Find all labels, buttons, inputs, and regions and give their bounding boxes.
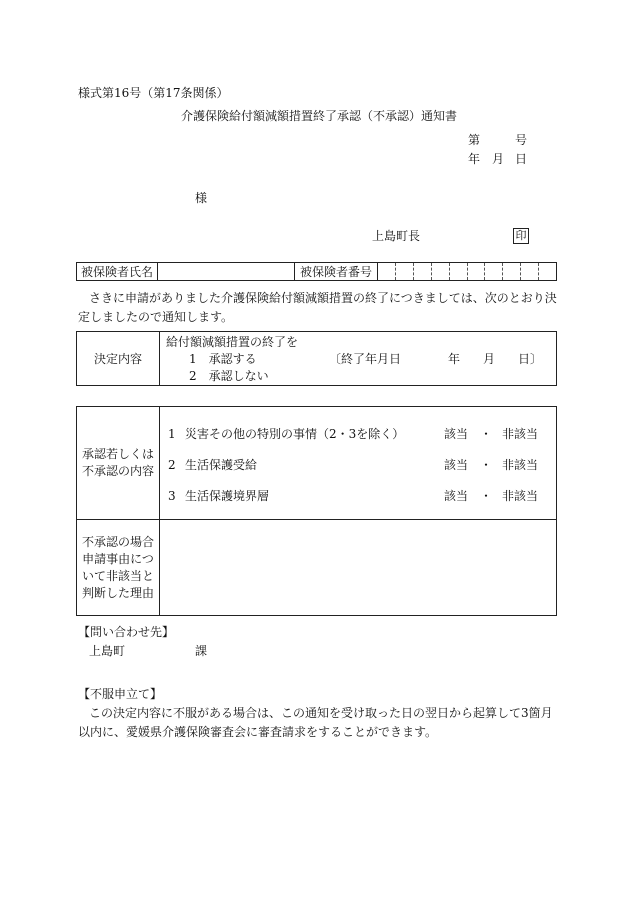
contact-town: 上島町	[89, 644, 126, 658]
insured-table	[76, 262, 557, 281]
insured-name-field	[158, 263, 295, 281]
addressee-suffix: 様	[195, 191, 208, 205]
date-year: 年	[468, 152, 481, 166]
contact-section: 課	[195, 644, 208, 658]
approval-item-sep: ・	[480, 426, 493, 441]
reason-content	[160, 520, 557, 616]
end-date-day: 日〕	[518, 352, 543, 366]
reason-label-line2: 申請事由につ	[82, 551, 154, 566]
end-date-month: 月	[483, 352, 496, 366]
date-day: 日	[515, 152, 528, 166]
approval-label-line1: 承認若しくは	[81, 447, 154, 461]
doc-no-dai: 第	[468, 133, 481, 147]
appeal-line1: この決定内容に不服がある場合は、この通知を受け取った日の翌日から起算して3箇月	[89, 706, 553, 720]
approval-item-yes: 該当	[444, 426, 469, 441]
approval-content	[160, 407, 557, 520]
approval-item-no: 非該当	[502, 457, 539, 472]
approval-item-sep: ・	[480, 488, 493, 503]
insured-number-field	[378, 263, 557, 281]
decision-option2: 2 承認しない	[189, 369, 269, 383]
approval-item-yes: 該当	[444, 457, 469, 472]
issuer: 上島町長	[372, 229, 421, 243]
decision-label: 決定内容	[77, 332, 160, 386]
doc-no-go: 号	[515, 133, 528, 147]
approval-item-text: 災害その他の特別の事情（2・3を除く）	[185, 426, 405, 441]
insured-name-label: 被保険者氏名	[77, 263, 158, 281]
insured-number-label: 被保険者番号	[295, 263, 378, 281]
seal-stamp: 印	[513, 228, 529, 244]
contact-heading: 【問い合わせ先】	[78, 625, 175, 639]
reason-label-line1: 不承認の場合	[81, 534, 154, 549]
decision-content	[160, 332, 557, 386]
reason-label-line4: 判断した理由	[81, 585, 154, 600]
document-title: 介護保険給付額減額措置終了承認（不承認）通知書	[181, 109, 458, 123]
end-date-label: 〔終了年月日	[329, 352, 402, 366]
intro-line1: さきに申請がありました介護保険給付額減額措置の終了につきましては、次のとおり決	[89, 291, 557, 305]
appeal-heading: 【不服申立て】	[78, 687, 163, 701]
approval-item-no: 非該当	[502, 488, 539, 503]
decision-heading: 給付額減額措置の終了を	[166, 335, 299, 349]
reason-label	[77, 520, 160, 616]
form-number: 様式第16号（第17条関係）	[78, 86, 229, 100]
approval-item-no: 非該当	[502, 426, 539, 441]
intro-line2: 定しましたので通知します。	[78, 310, 234, 324]
appeal-line2: 以内に、愛媛県介護保険審査会に審査請求をすることができます。	[78, 725, 438, 739]
approval-item-num: 3	[168, 488, 176, 503]
approval-item-text: 生活保護境界層	[185, 488, 270, 503]
approval-item-text: 生活保護受給	[185, 457, 258, 472]
approval-label-line2: 不承認の内容	[81, 464, 154, 478]
approval-table	[76, 406, 557, 616]
reason-label-line3: いて非該当と	[81, 568, 154, 583]
approval-item-num: 2	[168, 457, 176, 472]
decision-table	[76, 331, 557, 386]
approval-item-sep: ・	[480, 457, 493, 472]
approval-item-num: 1	[168, 426, 176, 441]
approval-item-yes: 該当	[444, 488, 469, 503]
date-month: 月	[492, 152, 505, 166]
approval-label	[77, 407, 160, 520]
decision-option1: 1 承認する	[189, 352, 257, 366]
end-date-year: 年	[448, 352, 461, 366]
